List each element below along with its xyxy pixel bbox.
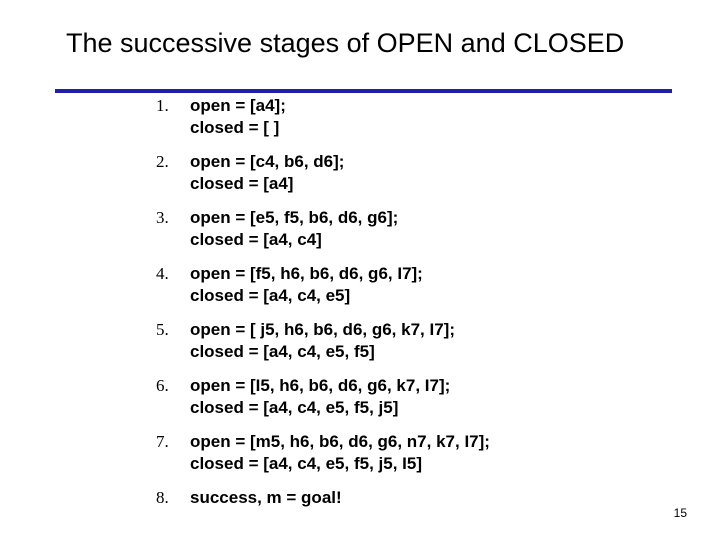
closed-list: closed = [a4] bbox=[190, 174, 294, 193]
step-number: 8. bbox=[156, 488, 169, 507]
open-list: open = [a4]; bbox=[190, 96, 286, 115]
closed-list: closed = [a4, c4, e5, f5, j5] bbox=[190, 398, 399, 417]
step-number: 4. bbox=[156, 264, 169, 283]
closed-list: closed = [a4, c4] bbox=[190, 230, 322, 249]
closed-list: closed = [a4, c4, e5] bbox=[190, 286, 351, 305]
slide-title: The successive stages of OPEN and CLOSED bbox=[66, 28, 625, 58]
success-line: success, m = goal! bbox=[190, 488, 342, 507]
open-list: open = [f5, h6, b6, d6, g6, I7]; bbox=[190, 264, 423, 283]
open-list: open = [I5, h6, b6, d6, g6, k7, I7]; bbox=[190, 376, 451, 395]
closed-list: closed = [a4, c4, e5, f5, j5, I5] bbox=[190, 454, 422, 473]
closed-list: closed = [ ] bbox=[190, 118, 280, 137]
page-number: 15 bbox=[673, 506, 687, 520]
step-number: 2. bbox=[156, 152, 169, 171]
step-number: 7. bbox=[156, 432, 169, 451]
step-number: 1. bbox=[156, 96, 169, 115]
open-list: open = [m5, h6, b6, d6, g6, n7, k7, I7]; bbox=[190, 432, 490, 451]
closed-list: closed = [a4, c4, e5, f5] bbox=[190, 342, 375, 361]
open-list: open = [e5, f5, b6, d6, g6]; bbox=[190, 208, 399, 227]
open-list: open = [c4, b6, d6]; bbox=[190, 152, 345, 171]
step-number: 3. bbox=[156, 208, 169, 227]
step-number: 5. bbox=[156, 320, 169, 339]
step-number: 6. bbox=[156, 376, 169, 395]
open-list: open = [ j5, h6, b6, d6, g6, k7, I7]; bbox=[190, 320, 455, 339]
